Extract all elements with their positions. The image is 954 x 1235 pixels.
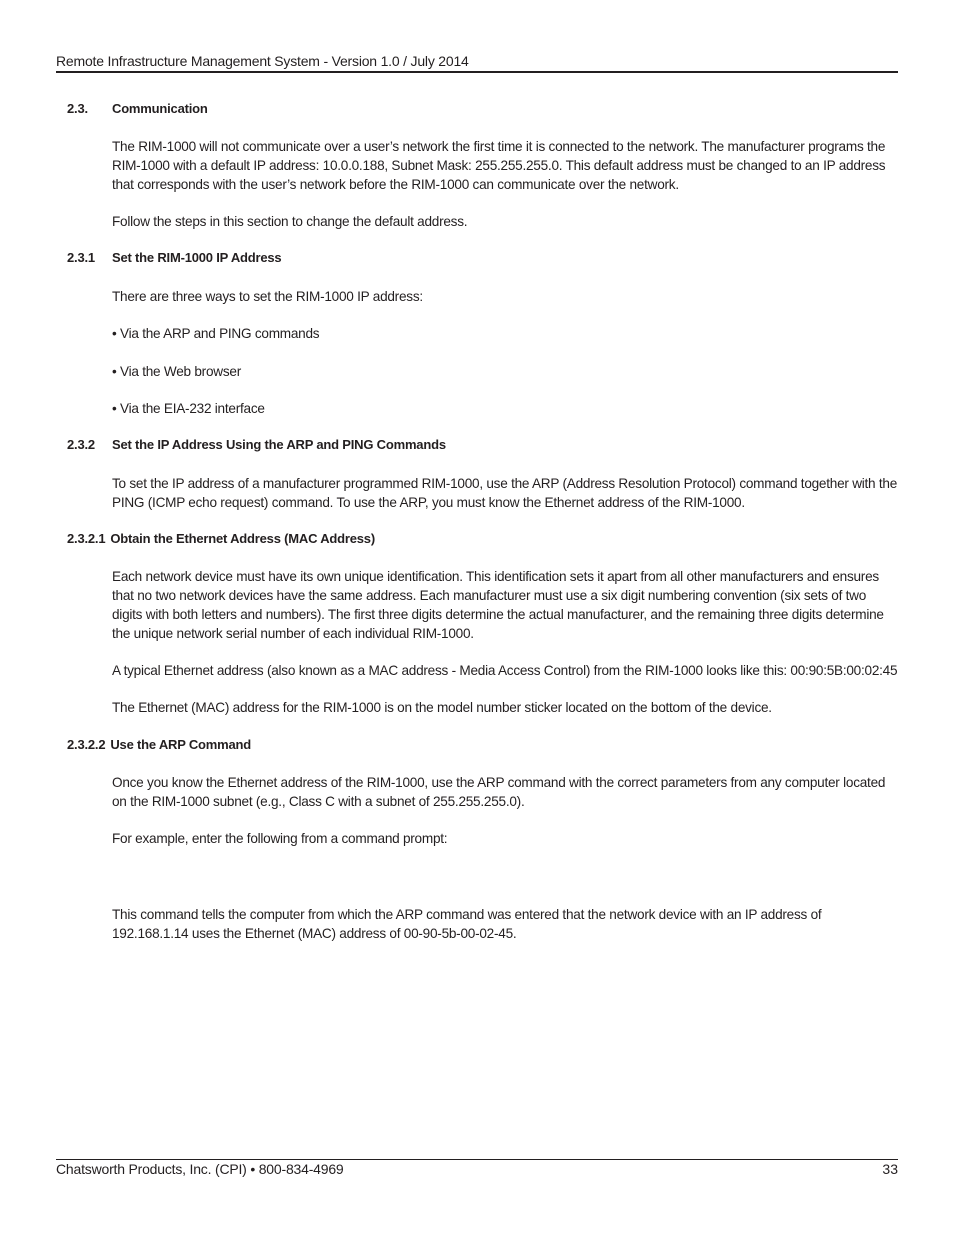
section-number: 2.3.2 — [67, 437, 95, 452]
section-title: Communication — [112, 101, 208, 116]
paragraph: A typical Ethernet address (also known as a MAC address - Media Access Control) from the RIM-1000 looks like this: 00:90:5B:00:02:45 — [112, 663, 898, 678]
section-heading-2-3-2-1 — [67, 531, 375, 546]
header-rule — [56, 71, 898, 73]
paragraph: The Ethernet (MAC) address for the RIM-1000 is on the model number sticker located on the bottom of the device. — [112, 700, 772, 715]
footer-company: Chatsworth Products, Inc. (CPI) • 800-834-4969 — [56, 1161, 344, 1177]
section-heading-2-3-2-2 — [67, 737, 251, 752]
paragraph: Each network device must have its own unique identification. This identification sets it apart from all other manufacturers and ensures that no two network devices have the same address. Each manufacturer must use a six digit numbering convention (six sets of two digits with both letters and numbers). The first three digits determine the actual manufacturer, and the remaining three digits determine the unique network serial number of each individual RIM-1000. — [112, 569, 884, 641]
bullet-item: • Via the ARP and PING commands — [112, 326, 320, 341]
section-heading-2-3 — [67, 101, 208, 116]
page-number: 33 — [882, 1161, 898, 1177]
section-title: Set the RIM-1000 IP Address — [112, 250, 282, 265]
section-heading-2-3-2 — [67, 437, 446, 452]
bullet-item: • Via the EIA-232 interface — [112, 401, 265, 416]
bullet-item: • Via the Web browser — [112, 364, 241, 379]
section-number: 2.3. — [67, 101, 88, 116]
section-title: Set the IP Address Using the ARP and PING Commands — [112, 437, 446, 452]
section-number: 2.3.2.1 — [67, 531, 106, 546]
footer-rule — [56, 1159, 898, 1160]
paragraph: Follow the steps in this section to change the default address. — [112, 214, 468, 229]
paragraph: There are three ways to set the RIM-1000 IP address: — [112, 289, 423, 304]
section-number: 2.3.1 — [67, 250, 95, 265]
section-heading-2-3-1 — [67, 250, 281, 265]
header-title: Remote Infrastructure Management System - Version 1.0 / July 2014 — [56, 53, 469, 69]
paragraph: This command tells the computer from which the ARP command was entered that the network device with an IP address of 192.168.1.14 uses the Ethernet (MAC) address of 00-90-5b-00-02-45. — [112, 907, 822, 941]
section-title: Obtain the Ethernet Address (MAC Address) — [110, 531, 375, 546]
paragraph: The RIM-1000 will not communicate over a user’s network the first time it is connected to the network. The manufacturer programs the RIM-1000 with a default IP address: 10.0.0.188, Subnet Mask: 255.255.255.0. This default address must be changed to an IP address that corresponds with the user’s network before the RIM-1000 can communicate over the network. — [112, 139, 886, 192]
paragraph: To set the IP address of a manufacturer programmed RIM-1000, use the ARP (Address Resolution Protocol) command together with the PING (ICMP echo request) command. To use the ARP, you must know the Ethernet address of the RIM-1000. — [112, 476, 898, 510]
paragraph: For example, enter the following from a command prompt: — [112, 831, 448, 846]
paragraph: Once you know the Ethernet address of the RIM-1000, use the ARP command with the correct parameters from any computer located on the RIM-1000 subnet (e.g., Class C with a subnet of 255.255.255.0). — [112, 775, 886, 809]
section-title: Use the ARP Command — [110, 737, 252, 752]
section-number: 2.3.2.2 — [67, 737, 106, 752]
